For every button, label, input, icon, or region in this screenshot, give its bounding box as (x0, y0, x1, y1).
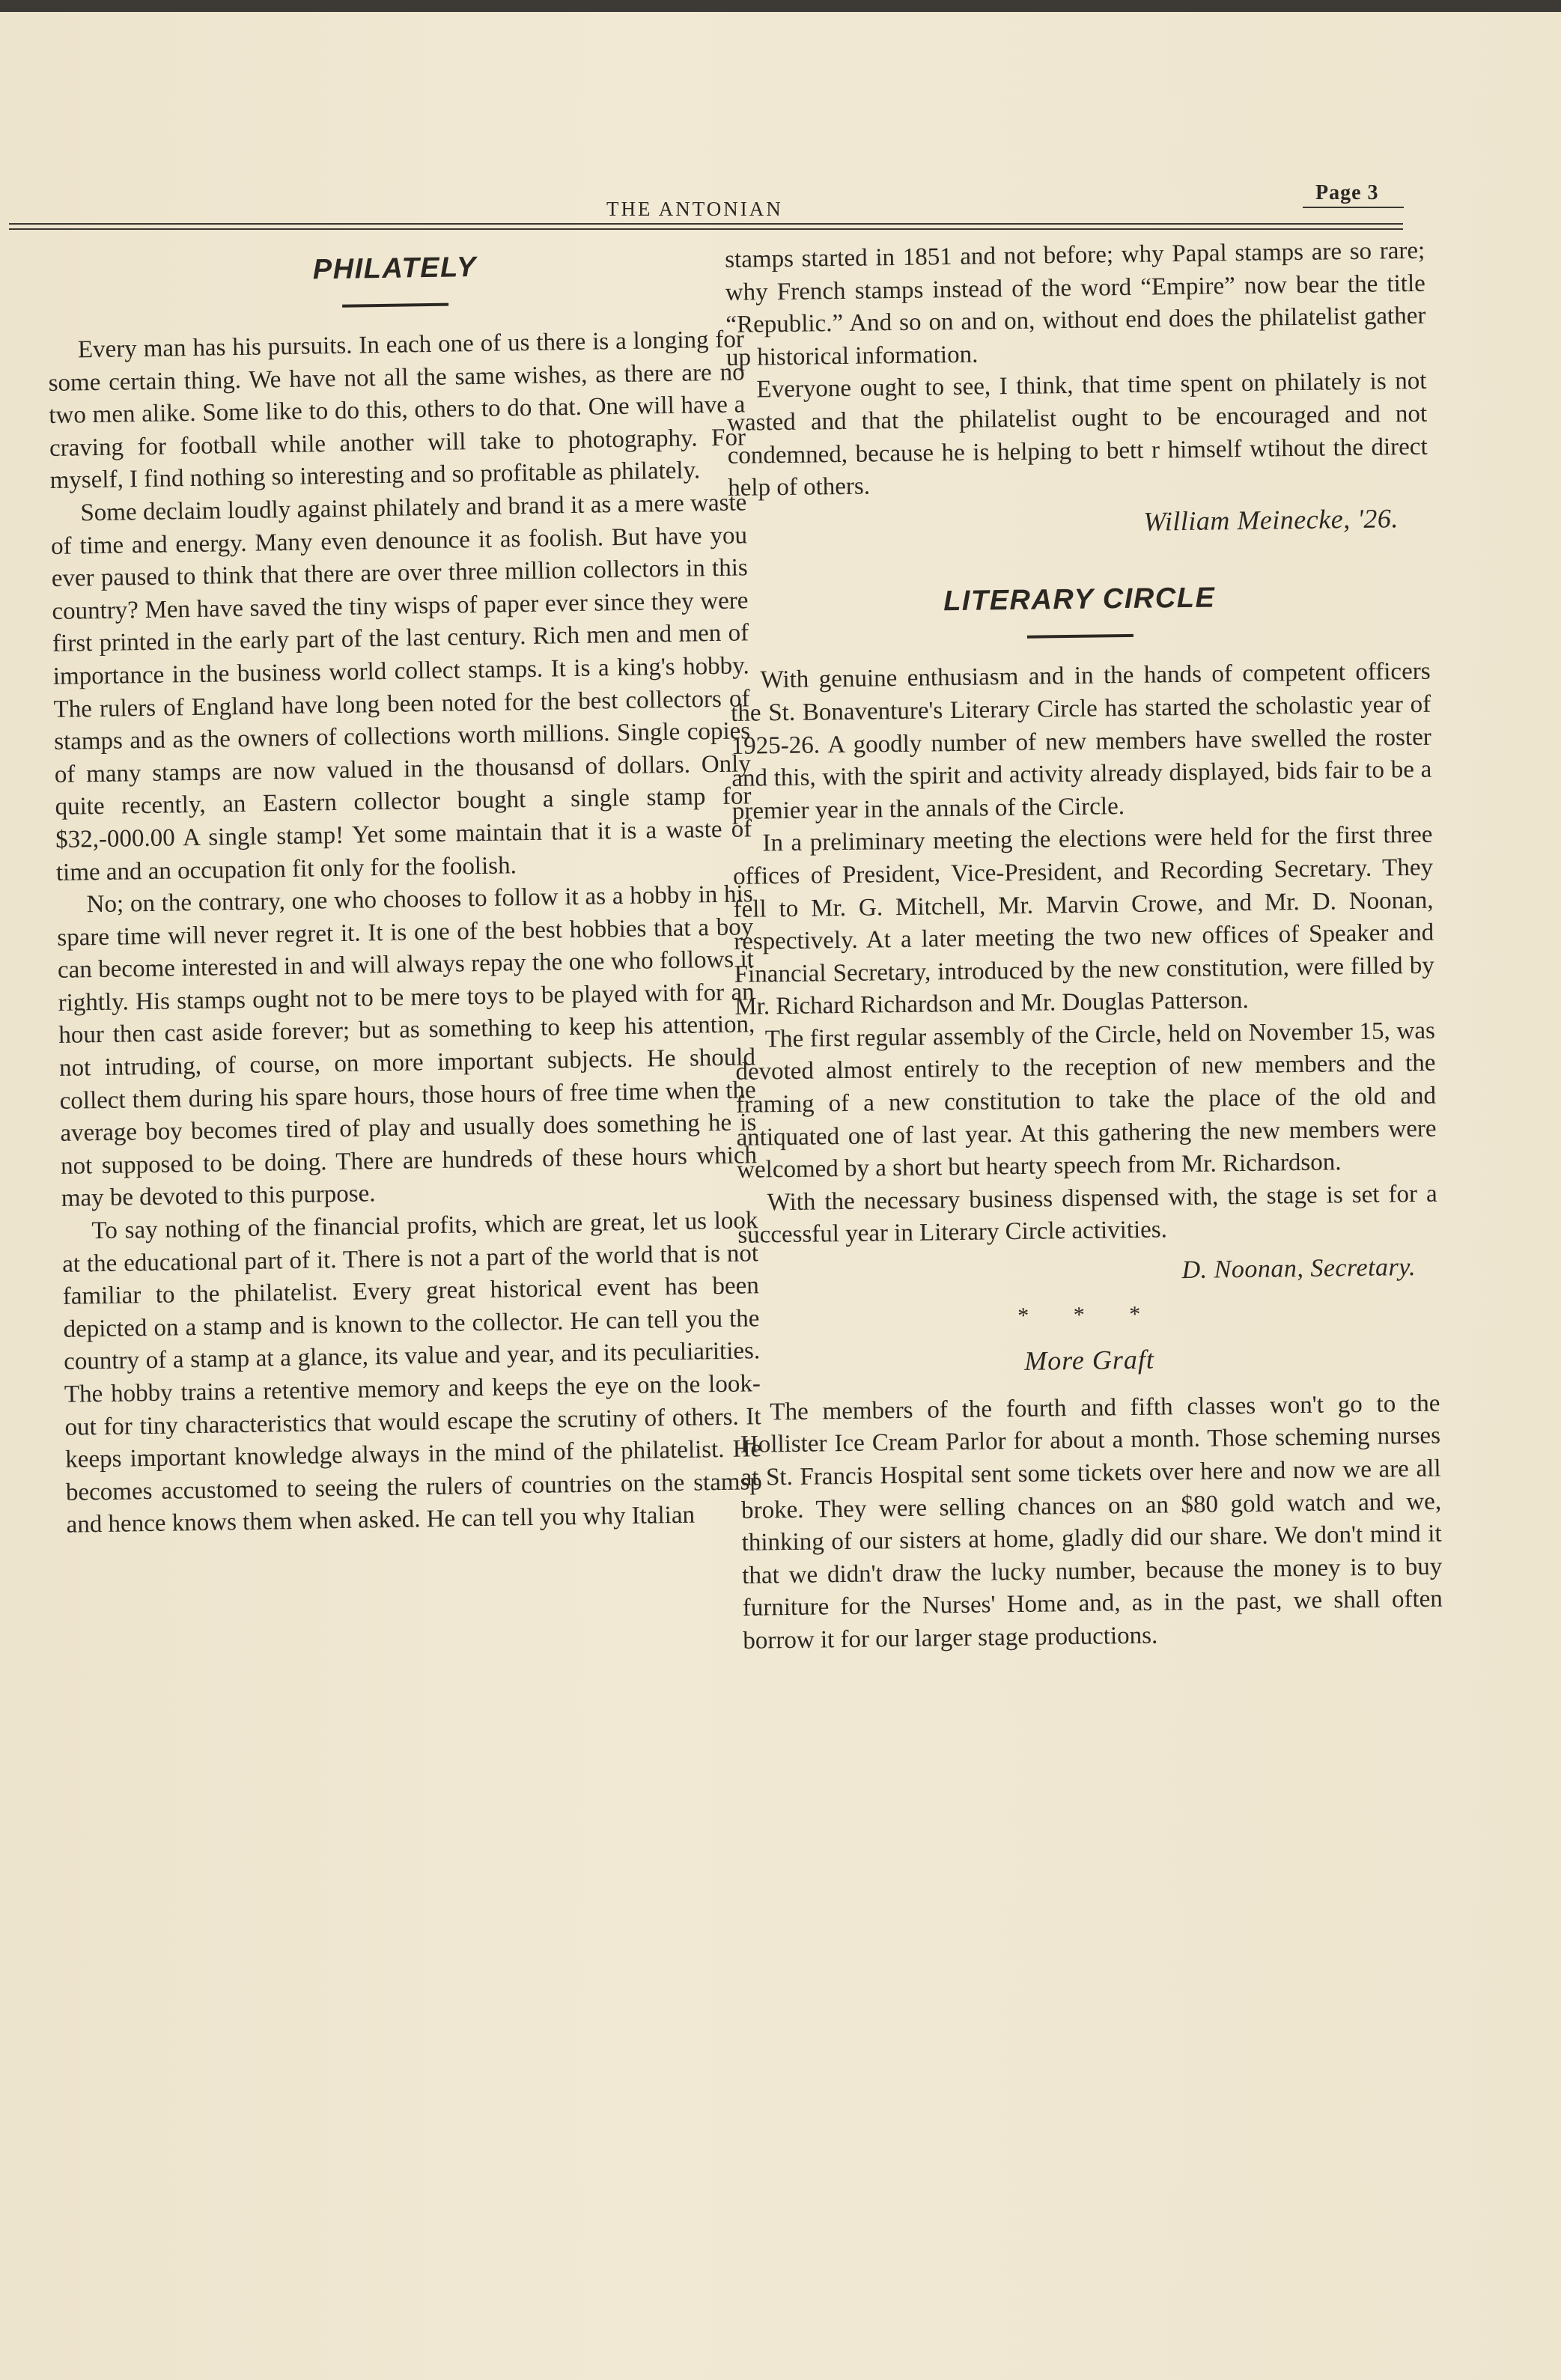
right-column (725, 235, 1443, 1658)
article-philately (46, 244, 763, 1541)
masthead: THE ANTONIAN (606, 198, 783, 220)
paragraph: No; on the contrary, one who chooses to follow it as a hobby in his spare time will never regret it. It is one of the best hobbies that a boy can become interested in and will always repay the one who follows it rightly. His stamps ought not to be mere toys to be played with for an hour then cast aside forever; but as something to keep his attention, not intruding, of course, on more important subjects. He should collect them during his spare hours, those hours of free time when the average boy becomes tired of play and usually does something he is not supposed to be doing. There are hundreds of these hours which may be devoted to this purpose. (57, 880, 758, 1213)
article-title: More Graft (1023, 1344, 1155, 1377)
section-separator: * * * (1017, 1301, 1160, 1328)
article-signature: D. Noonan, Secretary. (1181, 1253, 1417, 1285)
page-number: Page 3 (1315, 181, 1379, 204)
left-column (46, 244, 763, 1541)
paragraph: The members of the fourth and fifth classes won't go to the Hollister Ice Cream Parlor for about a month. Those scheming nurses at St. Francis Hospital sent some tickets over here and now we are all broke. They were selling chances on an $80 gold watch and we, thinking of our sisters at home, gladly did our share. We don't mind it that we didn't draw the lucky number, because the money is to buy furniture for the Nurses' Home and, as in the past, we shall often borrow it for our larger stage productions. (740, 1390, 1443, 1655)
title-underline (1026, 634, 1133, 639)
article-title: LITERARY CIRCLE (943, 582, 1216, 618)
newsletter-page (0, 12, 1561, 2380)
scan-edge-band (0, 0, 1561, 12)
paragraph: To say nothing of the financial profits, which are great, let us look at the educational part of it. There is not a part of the world that is not familiar to the philatelist. Every great historical event has been depicted on a stamp and is known to the collector. He can tell you the country of a stamp at a glance, its value and year, and its peculiarities. The hobby trains a retentive memory and keeps the eye on the look-out for tiny characteristics that would escape the scrutiny of others. It keeps important knowledge always in the mind of the philatelist. He becomes accustomed to seeing the rulers of countries on the stamsp and hence knows them when asked. He can tell you why Italian (61, 1207, 763, 1539)
paragraph: In a preliminary meeting the elections were held for the first three offices of President, Vice-President, and Recording Secretary. They fell to Mr. G. Mitchell, Mr. Marvin Crowe, and Mr. D. Noonan, respectively. At a later meeting the two new offices of Speaker and Financial Secretary, introduced by the new constitution, were filled by Mr. Richard Richardson and Mr. Douglas Patterson. (732, 821, 1434, 1021)
paragraph: With the necessary business dispensed with, the stage is set for a successful year in Literary Circle activities. (737, 1180, 1437, 1250)
paragraph: Some declaim loudly against philately and brand it as a mere waste of time and energy. Many even denounce it as foolish. But have you ever paused to think that there are over three million collectors in this country? Men have saved the tiny wisps of paper ever since they were first printed in the early part of the last century. Rich men and men of importance in the business world collect stamps. It is a king's hobby. The rulers of England have long been noted for the best collectors of stamps and as the owners of collections worth millions. Single copies of many stamps are now valued in the thousansd of dollars. Only quite recently, an Eastern collector bought a single stamp for $32,-000.00 A single stamp! Yet some maintain that it is a waste of time and an occupation fit only for the foolish. (50, 489, 752, 886)
paragraph: Every man has his pursuits. In each one of us there is a longing for some certain thing. We have not all the same wishes, as there are no two men alike. Some like to do this, others to do that. One will have a craving for football while another will take to photography. For myself, I find nothing so interesting and so profitable as philately. (48, 326, 746, 495)
paragraph: The first regular assembly of the Circle, held on November 15, was devoted almost entirely to the reception of new members and the framing of a new constitution to take the place of the old and antiquated one of last year. At this gathering the new members were welcomed by a short but hearty speech from Mr. Richardson. (735, 1017, 1437, 1184)
article-literary-circle (729, 576, 1439, 1336)
article-philately-continued (725, 235, 1428, 544)
header-rule-bottom (9, 228, 1403, 230)
page-number-rule (1303, 207, 1404, 208)
page-header (0, 181, 1561, 241)
article-more-graft (739, 1340, 1443, 1658)
paragraph: stamps started in 1851 and not before; why Papal stamps are so rare; why French stamps instead of the word “Empire” now bear the title “Republic.” And so on and on, without end does the philatelist gather up historical information. (725, 237, 1426, 371)
paragraph: With genuine enthusiasm and in the hands of competent officers the St. Bonaventure's Literary Circle has started the scholastic year of 1925-26. A goodly number of new members have swelled the roster and this, with the spirit and activity already displayed, bids fair to be a premier year in the annals of the Circle. (730, 658, 1432, 825)
header-rule-top (9, 223, 1403, 225)
paragraph: Everyone ought to see, I think, that time spent on philately is not wasted and that the philatelist ought to be encouraged and not condemned, because he is helping to bett r himself wtihout the direct help of others. (726, 368, 1428, 502)
article-signature: William Meinecke, '26. (1143, 503, 1399, 537)
title-underline (342, 303, 448, 308)
article-title: PHILATELY (312, 251, 478, 286)
